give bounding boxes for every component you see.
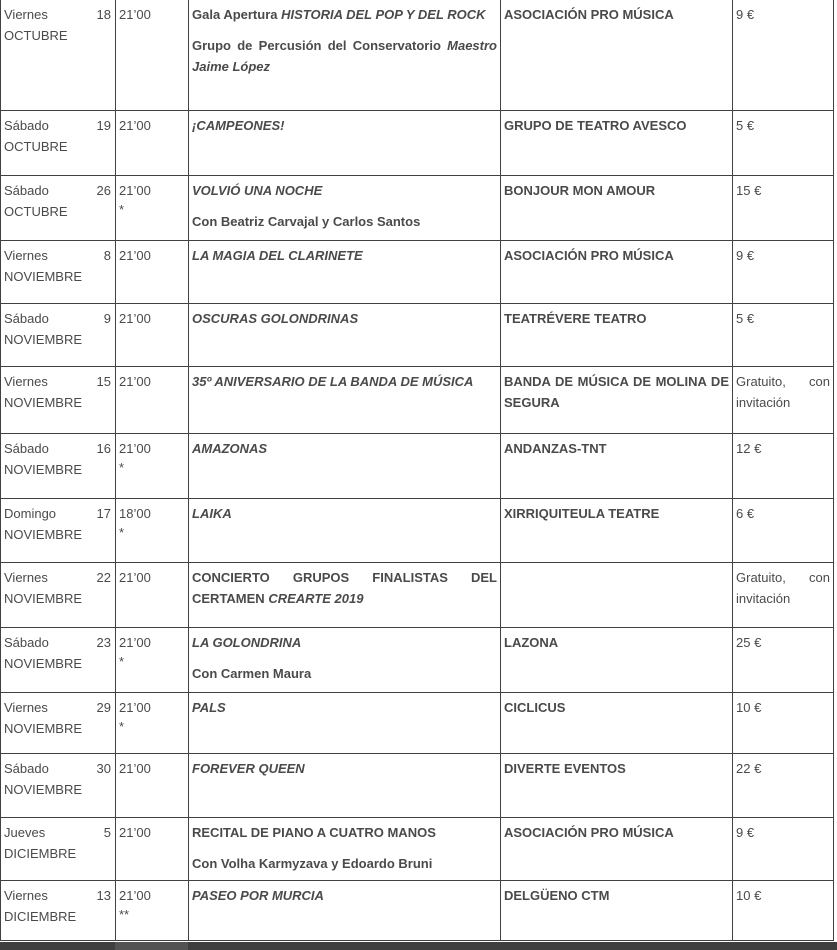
day-cell (1, 562, 116, 627)
day-line (4, 115, 112, 136)
time-value: 21’00 (119, 699, 151, 715)
footnote-mark: * (119, 459, 125, 475)
table-row (1, 880, 834, 940)
time-value: 21’00 (119, 569, 151, 585)
day-name: Sábado (4, 440, 49, 456)
price-cell: Gratuito, con invitación (733, 366, 834, 433)
day-line (4, 567, 112, 588)
date-number: 29 (96, 699, 111, 715)
price-cell: 25 € (733, 627, 834, 692)
time-cell (116, 817, 189, 880)
time-cell (116, 627, 189, 692)
event-title-cell (189, 240, 501, 303)
day-line (4, 4, 112, 25)
event-title-paragraph: VOLVIÓ UNA NOCHE (192, 182, 323, 198)
event-title-paragraph: LA MAGIA DEL CLARINETE (192, 247, 363, 263)
month-label: NOVIEMBRE (4, 331, 83, 347)
time-cell (116, 366, 189, 433)
day-cell (1, 880, 116, 940)
price-cell: 9 € (733, 817, 834, 880)
footnote-mark: * (119, 524, 125, 540)
event-title-cell (189, 366, 501, 433)
company-cell: LAZONA (501, 627, 733, 692)
day-line (4, 822, 112, 843)
event-title-cell (189, 627, 501, 692)
day-name: Viernes (4, 699, 48, 715)
company-cell: TEATRÉVERE TEATRO (501, 303, 733, 366)
table-row (1, 366, 834, 433)
price-cell: 10 € (733, 692, 834, 753)
day-line (4, 180, 112, 201)
time-cell (116, 498, 189, 562)
time-value: 21’00 (119, 117, 151, 133)
footnote-mark: ** (119, 906, 130, 922)
month-label: NOVIEMBRE (4, 590, 83, 606)
event-title-paragraph: ¡CAMPEONES! (192, 117, 285, 133)
price-cell: 9 € (733, 240, 834, 303)
month-label: NOVIEMBRE (4, 655, 83, 671)
month-label: NOVIEMBRE (4, 781, 83, 797)
table-row (1, 433, 834, 498)
price-cell: 9 € (733, 0, 834, 110)
event-title-paragraph: LA GOLONDRINA (192, 634, 302, 650)
date-number: 8 (103, 247, 111, 263)
event-title-cell (189, 692, 501, 753)
day-cell (1, 110, 116, 175)
time-cell (116, 175, 189, 240)
event-title-paragraph: OSCURAS GOLONDRINAS (192, 310, 359, 326)
company-cell: ASOCIACIÓN PRO MÚSICA (501, 0, 733, 110)
month-label: DICIEMBRE (4, 845, 77, 861)
day-name: Viernes (4, 247, 48, 263)
time-cell (116, 0, 189, 110)
event-title-paragraph: PASEO POR MURCIA (192, 887, 324, 903)
time-value: 21’00 (119, 887, 151, 903)
bottom-dark-bar (0, 942, 837, 950)
event-title-cell (189, 433, 501, 498)
time-value: 21’00 (119, 760, 151, 776)
month-label: OCTUBRE (4, 28, 68, 43)
day-line (4, 438, 112, 459)
time-cell (116, 562, 189, 627)
day-cell (1, 753, 116, 817)
day-name: Viernes (4, 7, 48, 22)
event-title-paragraph: PALS (192, 699, 226, 715)
event-title-paragraph: CONCIERTO GRUPOS FINALISTAS DEL CERTAMEN CREARTE 2019 (192, 569, 497, 606)
day-line (4, 885, 112, 906)
day-name: Sábado (4, 634, 49, 650)
time-value: 21’00 (119, 824, 151, 840)
table-row (1, 753, 834, 817)
date-number: 16 (96, 440, 111, 456)
date-number: 23 (96, 634, 111, 650)
date-number: 15 (96, 373, 111, 389)
table-row (1, 498, 834, 562)
time-value: 21’00 (119, 182, 151, 198)
month-label: NOVIEMBRE (4, 461, 83, 477)
footnote-mark: * (119, 653, 125, 669)
event-title-cell (189, 562, 501, 627)
day-name: Viernes (4, 887, 48, 903)
day-cell (1, 0, 116, 110)
time-cell (116, 433, 189, 498)
time-cell (116, 753, 189, 817)
company-cell: DELGÜENO CTM (501, 880, 733, 940)
day-name: Domingo (4, 505, 57, 521)
price-cell: 10 € (733, 880, 834, 940)
event-title-paragraph: Grupo de Percusión del Conservatorio Maestro Jaime López (192, 38, 497, 74)
table-row (1, 175, 834, 240)
day-cell (1, 175, 116, 240)
price-cell: 5 € (733, 110, 834, 175)
table-row (1, 0, 834, 110)
date-number: 30 (96, 760, 111, 776)
day-cell (1, 366, 116, 433)
time-value: 21’00 (119, 7, 151, 22)
day-name: Jueves (4, 824, 46, 840)
day-name: Sábado (4, 117, 49, 133)
event-title-cell (189, 0, 501, 110)
table-row (1, 562, 834, 627)
events-table-body (1, 0, 834, 940)
month-label: NOVIEMBRE (4, 526, 83, 542)
price-cell: 15 € (733, 175, 834, 240)
month-label: NOVIEMBRE (4, 268, 83, 284)
day-line (4, 245, 112, 266)
month-label: OCTUBRE (4, 138, 68, 154)
date-number: 9 (103, 310, 111, 326)
day-cell (1, 817, 116, 880)
company-cell: XIRRIQUITEULA TEATRE (501, 498, 733, 562)
date-number: 17 (96, 505, 111, 521)
day-name: Viernes (4, 373, 48, 389)
time-cell (116, 880, 189, 940)
company-cell: DIVERTE EVENTOS (501, 753, 733, 817)
table-row (1, 303, 834, 366)
event-title-paragraph: 35º ANIVERSARIO DE LA BANDA DE MÚSICA (192, 373, 474, 389)
event-title-cell (189, 303, 501, 366)
day-cell (1, 303, 116, 366)
company-cell: ANDANZAS-TNT (501, 433, 733, 498)
date-number: 13 (96, 887, 111, 903)
table-row (1, 110, 834, 175)
day-cell (1, 498, 116, 562)
date-number: 5 (103, 824, 111, 840)
event-title-paragraph: Con Carmen Maura (192, 665, 312, 681)
date-number: 22 (96, 569, 111, 585)
day-name: Sábado (4, 310, 49, 326)
event-title-paragraph: LAIKA (192, 505, 232, 521)
day-line (4, 758, 112, 779)
time-cell (116, 110, 189, 175)
event-title-cell (189, 817, 501, 880)
footnote-mark: * (119, 201, 125, 217)
day-cell (1, 240, 116, 303)
company-cell: ASOCIACIÓN PRO MÚSICA (501, 817, 733, 880)
time-cell (116, 692, 189, 753)
month-label: OCTUBRE (4, 203, 68, 219)
event-title-paragraph: FOREVER QUEEN (192, 760, 305, 776)
event-title-cell (189, 498, 501, 562)
company-cell: BANDA DE MÚSICA DE MOLINA DE SEGURA (501, 366, 733, 433)
day-line (4, 308, 112, 329)
month-label: NOVIEMBRE (4, 394, 83, 410)
price-cell: 6 € (733, 498, 834, 562)
price-cell: 5 € (733, 303, 834, 366)
time-value: 21’00 (119, 373, 151, 389)
company-cell (501, 562, 733, 627)
event-title-paragraph: AMAZONAS (192, 440, 268, 456)
day-cell (1, 692, 116, 753)
event-title-paragraph: RECITAL DE PIANO A CUATRO MANOS (192, 824, 436, 840)
company-cell: BONJOUR MON AMOUR (501, 175, 733, 240)
table-row (1, 240, 834, 303)
company-cell: ASOCIACIÓN PRO MÚSICA (501, 240, 733, 303)
event-title-paragraph: Con Beatriz Carvajal y Carlos Santos (192, 213, 421, 229)
event-title-cell (189, 175, 501, 240)
time-cell (116, 303, 189, 366)
date-number: 18 (96, 7, 111, 22)
company-cell: GRUPO DE TEATRO AVESCO (501, 110, 733, 175)
table-row (1, 692, 834, 753)
time-value: 21’00 (119, 310, 151, 326)
day-cell (1, 433, 116, 498)
month-label: NOVIEMBRE (4, 720, 83, 736)
time-value: 21’00 (119, 634, 151, 650)
event-title-paragraph: Gala Apertura HISTORIA DEL POP Y DEL ROCK (192, 7, 486, 22)
day-name: Sábado (4, 760, 49, 776)
day-cell (1, 627, 116, 692)
price-cell: Gratuito, con invitación (733, 562, 834, 627)
table-row (1, 817, 834, 880)
day-line (4, 503, 112, 524)
day-name: Viernes (4, 569, 48, 585)
table-row (1, 627, 834, 692)
time-value: 21’00 (119, 440, 151, 456)
footnote-mark: * (119, 718, 125, 734)
month-label: DICIEMBRE (4, 908, 77, 924)
event-title-cell (189, 753, 501, 817)
day-name: Sábado (4, 182, 49, 198)
event-title-cell (189, 110, 501, 175)
date-number: 26 (96, 182, 111, 198)
date-number: 19 (96, 117, 111, 133)
day-line (4, 371, 112, 392)
price-cell: 12 € (733, 433, 834, 498)
time-value: 18’00 (119, 505, 151, 521)
bottom-dark-bar-light-segment (115, 942, 188, 950)
event-title-cell (189, 880, 501, 940)
day-line (4, 632, 112, 653)
price-cell: 22 € (733, 753, 834, 817)
day-line (4, 697, 112, 718)
event-title-paragraph: Con Volha Karmyzava y Edoardo Bruni (192, 855, 433, 871)
company-cell: CICLICUS (501, 692, 733, 753)
time-cell (116, 240, 189, 303)
time-value: 21’00 (119, 247, 151, 263)
